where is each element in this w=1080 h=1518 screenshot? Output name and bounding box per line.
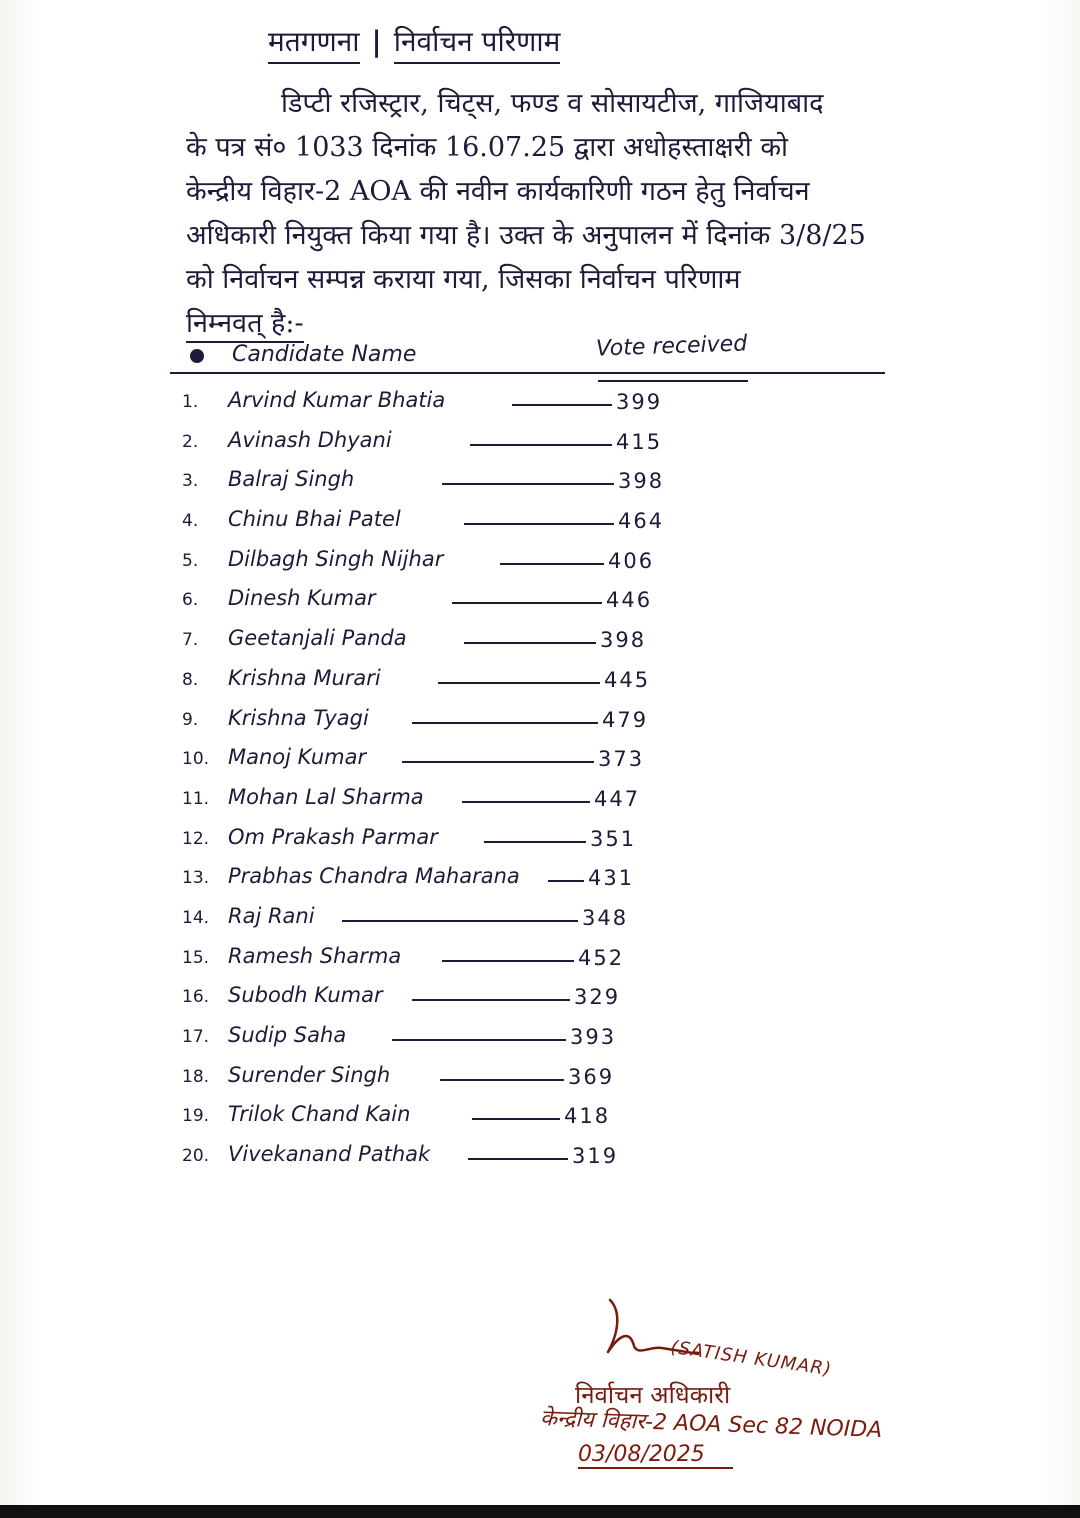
leader-line [392,1039,566,1041]
leader-line [440,1079,564,1081]
row-number: 15. [182,947,210,968]
table-header [186,331,886,380]
candidate-name: Dinesh Kumar [228,586,376,611]
table-row [178,1098,738,1138]
document-title [268,22,560,64]
row-number: 12. [182,828,210,849]
row-number: 7. [182,630,199,651]
header-underline [598,380,748,382]
vote-count: 329 [574,985,621,1010]
leader-line [470,444,612,446]
intro-paragraph [186,82,1046,346]
table-row [178,741,738,781]
table-row [178,821,738,861]
table-row [178,582,738,622]
header-divider [170,372,885,374]
candidate-name: Trilok Chand Kain [228,1102,411,1127]
table-row [178,860,738,900]
vote-count: 479 [602,707,649,732]
table-row [178,424,738,464]
table-row [178,662,738,702]
vote-count: 369 [568,1064,615,1089]
candidate-name: Avinash Dhyani [228,427,392,452]
table-row [178,1059,738,1099]
table-row [178,543,738,583]
table-row [178,979,738,1019]
vote-count: 418 [564,1104,611,1129]
row-number: 9. [182,709,199,730]
row-number: 10. [182,749,210,770]
paragraph-line: के पत्र सं० 1033 दिनांक 16.07.25 द्वारा अधोहस्ताक्षरी को [186,132,789,163]
table-row [178,622,738,662]
table-row [178,1019,738,1059]
leader-line [484,841,586,843]
leader-line [442,960,574,962]
candidate-list [178,384,738,1178]
leader-line [412,722,598,724]
candidate-name: Ramesh Sharma [228,943,402,968]
paragraph-line: निम्नवत् है:- [186,307,304,343]
row-number: 13. [182,868,210,889]
vote-count: 398 [618,469,665,494]
candidate-name: Prabhas Chandra Maharana [228,864,520,889]
row-number: 16. [182,987,210,1008]
row-number: 6. [182,590,199,611]
vote-count: 373 [598,747,645,772]
title-counting: मतगणना [268,22,360,64]
table-row [178,384,738,424]
table-row [178,503,738,543]
row-number: 1. [182,392,199,412]
row-number: 4. [182,511,199,532]
leader-line [500,563,604,565]
vote-count: 399 [616,390,663,414]
candidate-name: Raj Rani [228,903,315,928]
paragraph-line: केन्द्रीय विहार-2 AOA की नवीन कार्यकारिणी गठन हेतु निर्वाचन [186,176,810,207]
vote-count: 464 [618,509,665,534]
header-vote-received: Vote received [595,331,748,362]
candidate-name: Subodh Kumar [228,983,383,1008]
candidate-name: Sudip Saha [228,1023,347,1047]
vote-count: 398 [600,628,647,653]
title-separator: | [371,25,382,58]
vote-count: 446 [606,588,653,613]
paragraph-line: को निर्वाचन सम्पन्न कराया गया, जिसका निर्वाचन परिणाम [186,264,741,295]
leader-line [468,1158,568,1160]
table-row [178,463,738,503]
vote-count: 447 [594,786,641,811]
paragraph-line: अधिकारी नियुक्त किया गया है। उक्त के अनुपालन में दिनांक 3/8/25 [186,220,866,251]
header-candidate-name: Candidate Name [232,342,417,367]
row-number: 8. [182,669,199,690]
vote-count: 431 [588,866,635,891]
table-row [178,900,738,940]
candidate-name: Geetanjali Panda [228,626,407,651]
signatory-organisation: केन्द्रीय विहार-2 AOA Sec 82 NOIDA [539,1406,883,1443]
vote-count: 319 [572,1144,619,1169]
table-row [178,940,738,980]
candidate-name: Balraj Singh [228,467,355,492]
candidate-name: Arvind Kumar Bhatia [228,388,446,412]
vote-count: 406 [608,548,655,573]
signature-date: 03/08/2025 [578,1442,733,1469]
vote-count: 393 [570,1025,617,1049]
table-row [178,781,738,821]
row-number: 11. [182,788,210,809]
title-election-result: निर्वाचन परिणाम [394,22,561,64]
signature-block [540,1290,1040,1490]
vote-count: 452 [578,945,625,970]
leader-line [464,642,596,644]
row-number: 5. [182,550,199,571]
candidate-name: Surender Singh [228,1062,391,1087]
row-number: 19. [182,1106,210,1127]
leader-line [342,920,578,922]
leader-line [438,682,600,684]
vote-count: 348 [582,905,629,930]
candidate-name: Chinu Bhai Patel [228,507,401,532]
leader-line [462,801,590,803]
row-number: 18. [182,1066,210,1087]
bottom-edge [0,1505,1080,1518]
leader-line [452,602,602,604]
candidate-name: Manoj Kumar [228,745,367,770]
leader-line [402,761,594,763]
signatory-role: निर्वाचन अधिकारी [575,1381,731,1409]
candidate-name: Vivekanand Pathak [228,1142,431,1167]
candidate-name: Dilbagh Singh Nijhar [228,546,444,571]
candidate-name: Om Prakash Parmar [228,824,438,849]
row-number: 3. [182,471,199,492]
candidate-name: Krishna Tyagi [228,705,369,730]
row-number: 14. [182,907,210,928]
vote-count: 351 [590,826,637,851]
leader-line [512,404,612,406]
leader-line [464,523,614,525]
signatory-name: (SATISH KUMAR) [669,1336,834,1381]
leader-line [472,1118,560,1120]
candidate-name: Mohan Lal Sharma [228,784,424,809]
leader-line [442,483,614,485]
row-number: 17. [182,1027,210,1047]
leader-line [548,880,584,882]
leader-line [412,999,570,1001]
row-number: 20. [182,1146,210,1167]
vote-count: 415 [616,429,663,454]
table-row [178,702,738,742]
candidate-name: Krishna Murari [228,665,381,690]
bullet-icon [190,349,204,363]
paragraph-line: डिप्टी रजिस्ट्रार, चिट्स, फण्ड व सोसायटीज, गाजियाबाद [281,88,824,119]
vote-count: 445 [604,667,651,692]
row-number: 2. [182,431,199,452]
table-row [178,1138,738,1178]
